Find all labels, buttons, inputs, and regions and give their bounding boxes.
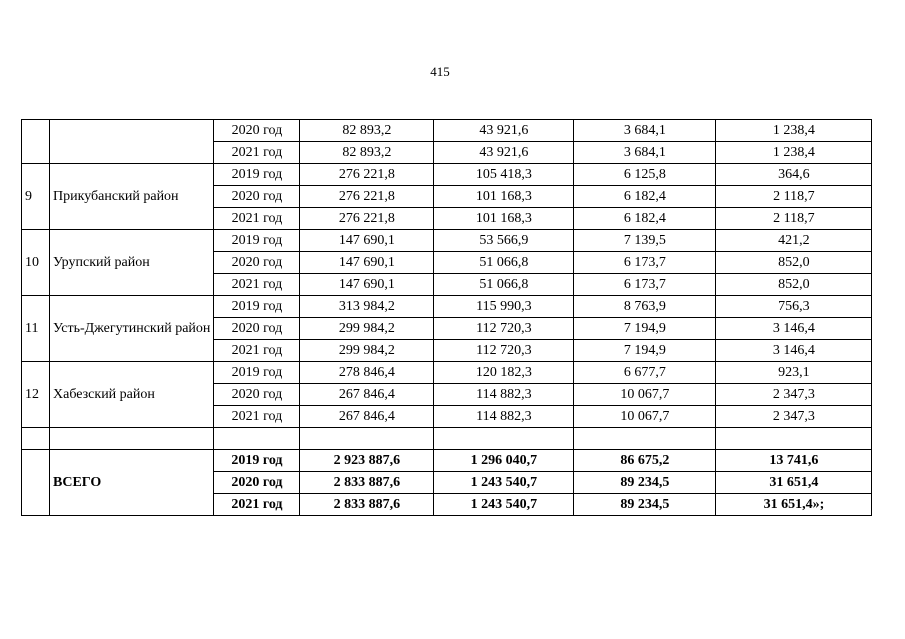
empty-cell: [716, 428, 872, 450]
value-col-2: 1 296 040,7: [434, 450, 574, 472]
value-col-1: 2 923 887,6: [300, 450, 434, 472]
value-col-2: 43 921,6: [434, 142, 574, 164]
value-col-3: 6 173,7: [574, 274, 716, 296]
value-col-1: 267 846,4: [300, 406, 434, 428]
value-col-2: 1 243 540,7: [434, 494, 574, 516]
value-col-3: 3 684,1: [574, 142, 716, 164]
page-number: 415: [430, 64, 450, 79]
value-col-3: 6 125,8: [574, 164, 716, 186]
year-cell: 2020 год: [214, 472, 300, 494]
value-col-1: 147 690,1: [300, 230, 434, 252]
value-col-1: 267 846,4: [300, 384, 434, 406]
year-cell: 2019 год: [214, 230, 300, 252]
value-col-3: 89 234,5: [574, 472, 716, 494]
total-number-cell: [22, 450, 50, 516]
value-col-3: 8 763,9: [574, 296, 716, 318]
value-col-2: 43 921,6: [434, 120, 574, 142]
value-col-1: 2 833 887,6: [300, 472, 434, 494]
year-cell: 2021 год: [214, 406, 300, 428]
value-col-2: 112 720,3: [434, 340, 574, 362]
year-cell: 2020 год: [214, 252, 300, 274]
district-name: Хабезский район: [50, 362, 214, 428]
value-col-2: 51 066,8: [434, 252, 574, 274]
value-col-2: 105 418,3: [434, 164, 574, 186]
year-cell: 2019 год: [214, 362, 300, 384]
value-col-1: 82 893,2: [300, 142, 434, 164]
table-row: [22, 230, 872, 252]
value-col-4: 852,0: [716, 274, 872, 296]
value-col-4: 1 238,4: [716, 120, 872, 142]
empty-cell: [22, 428, 50, 450]
value-col-4: 31 651,4: [716, 472, 872, 494]
row-number: 9: [22, 164, 50, 230]
value-col-1: 276 221,8: [300, 186, 434, 208]
value-col-2: 101 168,3: [434, 186, 574, 208]
value-col-2: 114 882,3: [434, 384, 574, 406]
row-number: 10: [22, 230, 50, 296]
table-row: [22, 164, 872, 186]
total-label: ВСЕГО: [50, 450, 214, 516]
value-col-2: 114 882,3: [434, 406, 574, 428]
value-col-3: 6 182,4: [574, 208, 716, 230]
total-row: [22, 450, 872, 472]
value-col-3: 10 067,7: [574, 406, 716, 428]
table-row: [22, 296, 872, 318]
value-col-2: 120 182,3: [434, 362, 574, 384]
value-col-1: 278 846,4: [300, 362, 434, 384]
value-col-4: 923,1: [716, 362, 872, 384]
value-col-3: 7 139,5: [574, 230, 716, 252]
value-col-3: 86 675,2: [574, 450, 716, 472]
value-col-4: 3 146,4: [716, 340, 872, 362]
table-row: [22, 362, 872, 384]
value-col-4: 364,6: [716, 164, 872, 186]
year-cell: 2020 год: [214, 384, 300, 406]
value-col-1: 276 221,8: [300, 164, 434, 186]
value-col-3: 7 194,9: [574, 318, 716, 340]
value-col-1: 2 833 887,6: [300, 494, 434, 516]
value-col-1: 147 690,1: [300, 274, 434, 296]
table-row: [22, 120, 872, 142]
value-col-1: 82 893,2: [300, 120, 434, 142]
value-col-4: 13 741,6: [716, 450, 872, 472]
row-number: 11: [22, 296, 50, 362]
value-col-4: 852,0: [716, 252, 872, 274]
district-name: Прикубанский район: [50, 164, 214, 230]
year-cell: 2021 год: [214, 274, 300, 296]
value-col-3: 10 067,7: [574, 384, 716, 406]
year-cell: 2020 год: [214, 186, 300, 208]
value-col-1: 313 984,2: [300, 296, 434, 318]
value-col-2: 51 066,8: [434, 274, 574, 296]
value-col-2: 53 566,9: [434, 230, 574, 252]
district-name: Усть-Джегутинский район: [50, 296, 214, 362]
district-name: Урупский район: [50, 230, 214, 296]
spacer-row: [22, 428, 872, 450]
value-col-2: 1 243 540,7: [434, 472, 574, 494]
value-col-2: 112 720,3: [434, 318, 574, 340]
value-col-4: 2 118,7: [716, 186, 872, 208]
empty-cell: [574, 428, 716, 450]
value-col-3: 6 182,4: [574, 186, 716, 208]
year-cell: 2020 год: [214, 120, 300, 142]
value-col-4: 2 118,7: [716, 208, 872, 230]
value-col-4: 2 347,3: [716, 406, 872, 428]
budget-table: [21, 119, 872, 516]
value-col-1: 299 984,2: [300, 340, 434, 362]
value-col-1: 276 221,8: [300, 208, 434, 230]
value-col-3: 6 173,7: [574, 252, 716, 274]
year-cell: 2021 год: [214, 208, 300, 230]
value-col-1: 147 690,1: [300, 252, 434, 274]
value-col-4: 756,3: [716, 296, 872, 318]
value-col-4: 2 347,3: [716, 384, 872, 406]
year-cell: 2021 год: [214, 494, 300, 516]
row-number: [22, 120, 50, 164]
value-col-4: 31 651,4»;: [716, 494, 872, 516]
value-col-2: 101 168,3: [434, 208, 574, 230]
value-col-4: 1 238,4: [716, 142, 872, 164]
empty-cell: [214, 428, 300, 450]
empty-cell: [300, 428, 434, 450]
empty-cell: [50, 428, 214, 450]
year-cell: 2019 год: [214, 296, 300, 318]
row-number: 12: [22, 362, 50, 428]
year-cell: 2019 год: [214, 450, 300, 472]
value-col-4: 3 146,4: [716, 318, 872, 340]
year-cell: 2021 год: [214, 142, 300, 164]
value-col-1: 299 984,2: [300, 318, 434, 340]
value-col-3: 7 194,9: [574, 340, 716, 362]
year-cell: 2020 год: [214, 318, 300, 340]
value-col-2: 115 990,3: [434, 296, 574, 318]
value-col-4: 421,2: [716, 230, 872, 252]
year-cell: 2021 год: [214, 340, 300, 362]
district-name: [50, 120, 214, 164]
empty-cell: [434, 428, 574, 450]
value-col-3: 89 234,5: [574, 494, 716, 516]
value-col-3: 6 677,7: [574, 362, 716, 384]
value-col-3: 3 684,1: [574, 120, 716, 142]
year-cell: 2019 год: [214, 164, 300, 186]
